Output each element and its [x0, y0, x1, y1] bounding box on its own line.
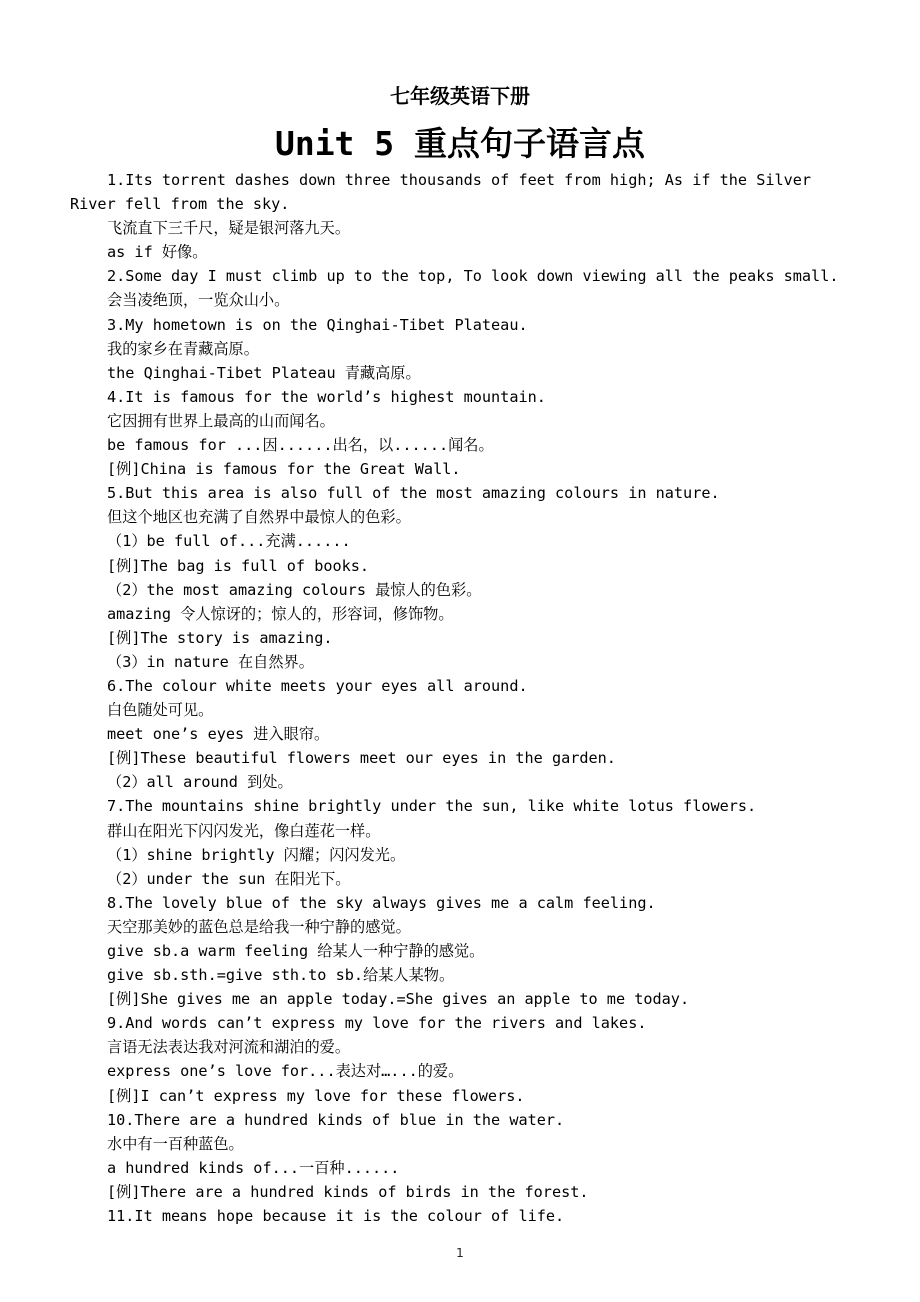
- sentence-line: 8.The lovely blue of the sky always gives me a calm feeling.: [107, 893, 656, 912]
- note-line: （2）the most amazing colours 最惊人的色彩。: [107, 580, 482, 599]
- note-line: give sb.a warm feeling 给某人一种宁静的感觉。: [107, 942, 485, 960]
- translation-line: 白色随处可见。: [107, 701, 214, 720]
- translation-line: 它因拥有世界上最高的山而闻名。: [107, 411, 335, 430]
- note-line: be famous for ...因......出名，以......闻名。: [107, 436, 494, 455]
- translation-line: 但这个地区也充满了自然界中最惊人的色彩。: [107, 508, 411, 527]
- translation-line: 会当凌绝顶，一览众山小。: [107, 291, 290, 310]
- translation-line: 天空那美妙的蓝色总是给我一种宁静的感觉。: [107, 917, 411, 936]
- translation-line: 我的家乡在青藏高原。: [107, 339, 259, 358]
- note-line: （1）be full of...充满......: [107, 532, 351, 551]
- example-line: [例]China is famous for the Great Wall.: [107, 460, 461, 479]
- sentence-line: 9.And words can’t express my love for the rivers and lakes.: [107, 1014, 647, 1033]
- note-line: express one’s love for...表达对…...的爱。: [107, 1062, 464, 1081]
- translation-line: 群山在阳光下闪闪发光，像白莲花一样。: [107, 821, 381, 840]
- translation-line: 飞流直下三千尺，疑是银河落九天。: [107, 219, 350, 238]
- note-line: amazing 令人惊讶的；惊人的，形容词，修饰物。: [107, 604, 454, 623]
- translation-line: 水中有一百种蓝色。: [107, 1134, 244, 1153]
- example-line: [例]The bag is full of books.: [107, 556, 370, 575]
- page-number: 1: [456, 1246, 464, 1260]
- document-subtitle: 七年级英语下册: [390, 84, 530, 108]
- note-line: the Qinghai-Tibet Plateau 青藏高原。: [107, 363, 421, 382]
- sentence-line: 11.It means hope because it is the colour of life.: [107, 1207, 565, 1226]
- sentence-line: 6.The colour white meets your eyes all around.: [107, 676, 528, 695]
- note-line: give sb.sth.=give sth.to sb.给某人某物。: [107, 966, 455, 985]
- example-line: [例]There are a hundred kinds of birds in the forest.: [107, 1182, 589, 1201]
- example-line: [例]The story is amazing.: [107, 628, 333, 647]
- sentence-line: 5.But this area is also full of the most amazing colours in nature.: [107, 484, 720, 503]
- note-line: （2）all around 到处。: [107, 773, 293, 792]
- sentence-line: 10.There are a hundred kinds of blue in the water.: [107, 1110, 565, 1129]
- sentence-line: 3.My hometown is on the Qinghai-Tibet Plateau.: [107, 315, 528, 334]
- document-title: Unit 5 重点句子语言点: [274, 124, 646, 163]
- sentence-line: 7.The mountains shine brightly under the sun, like white lotus flowers.: [107, 797, 757, 816]
- example-line: [例]She gives me an apple today.=She gives an apple to me today.: [107, 990, 690, 1009]
- note-line: （3）in nature 在自然界。: [107, 652, 314, 671]
- example-line: [例]I can’t express my love for these flowers.: [107, 1086, 525, 1105]
- note-line: （2）under the sun 在阳光下。: [107, 869, 351, 888]
- translation-line: 言语无法表达我对河流和湖泊的爱。: [107, 1038, 350, 1057]
- document-body: [70, 168, 856, 1228]
- sentence-line: 1.Its torrent dashes down three thousands of feet from high; As if the Silver River fell from the sky.: [70, 171, 812, 214]
- example-line: [例]These beautiful flowers meet our eyes in the garden.: [107, 749, 616, 768]
- sentence-line: 4.It is famous for the world’s highest mountain.: [107, 387, 546, 406]
- note-line: meet one’s eyes 进入眼帘。: [107, 725, 330, 744]
- note-line: a hundred kinds of...一百种......: [107, 1158, 400, 1177]
- note-line: as if 好像。: [107, 243, 208, 262]
- note-line: （1）shine brightly 闪耀；闪闪发光。: [107, 845, 406, 864]
- sentence-line: 2.Some day I must climb up to the top, To look down viewing all the peaks small.: [107, 267, 839, 286]
